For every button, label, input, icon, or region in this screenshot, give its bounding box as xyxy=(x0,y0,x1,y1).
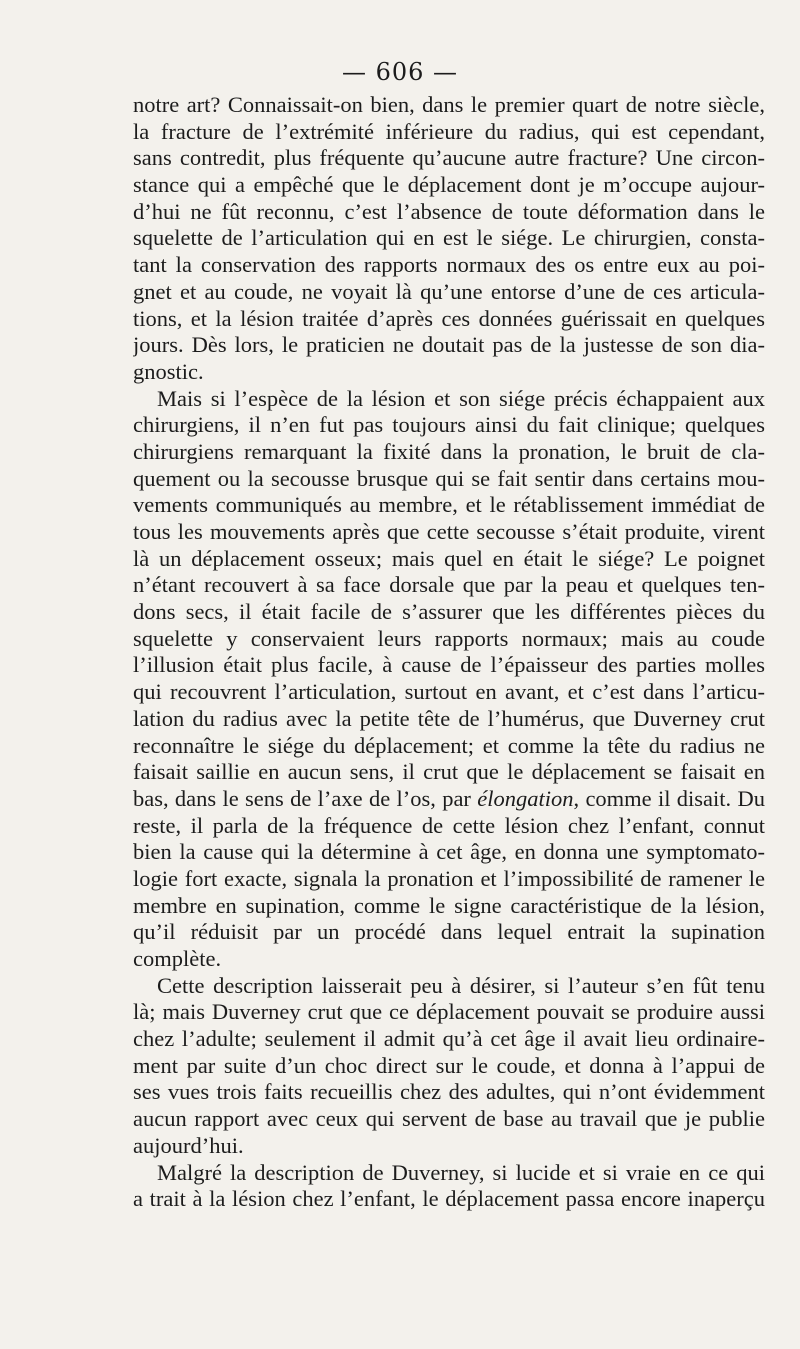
text-line: a trait à la lésion chez l’enfant, le déplacement passa encore inaperçu xyxy=(133,1186,765,1212)
paragraph xyxy=(133,92,765,386)
text-line: gnet et au coude, ne voyait là qu’une entorse d’une de ces articula- xyxy=(133,278,765,304)
paragraph xyxy=(133,386,765,973)
text-line: là un déplacement osseux; mais quel en était le siége? Le poignet xyxy=(133,545,765,571)
text-line: l’illusion était plus facile, à cause de l’épaisseur des parties molles xyxy=(133,652,765,678)
text-line: Malgré la description de Duverney, si lucide et si vraie en ce qui xyxy=(157,1159,765,1185)
text-line: n’étant recouvert à sa face dorsale que par la peau et quelques ten- xyxy=(133,572,765,598)
text-line: Mais si l’espèce de la lésion et son siége précis échappaient aux xyxy=(157,385,765,411)
text-line: membre en supination, comme le signe caractéristique de la lésion, xyxy=(133,892,765,918)
text-line: ment par suite d’un choc direct sur le coude, et donna à l’appui de xyxy=(133,1052,765,1078)
text-line: sans contredit, plus fréquente qu’aucune autre fracture? Une circon- xyxy=(133,145,765,171)
text-line: ses vues trois faits recueillis chez des adultes, qui n’ont évidemment xyxy=(133,1079,765,1105)
text-line: bas, dans le sens de l’axe de l’os, par élongation, comme il disait. Du xyxy=(133,785,765,811)
text-line: chirurgiens remarquant la fixité dans la pronation, le bruit de cla- xyxy=(133,438,765,464)
text-line: Cette description laisserait peu à désirer, si l’auteur s’en fût tenu xyxy=(157,972,765,998)
text-line: là; mais Duverney crut que ce déplacement pouvait se produire aussi xyxy=(133,999,765,1025)
text-line: jours. Dès lors, le praticien ne doutait pas de la justesse de son dia- xyxy=(133,332,765,358)
text-line: gnostic. xyxy=(133,358,204,384)
text-line: lation du radius avec la petite tête de l’humérus, que Duverney crut xyxy=(133,705,765,731)
text-line: tions, et la lésion traitée d’après ces données guérissait en quelques xyxy=(133,305,765,331)
italic-term: élongation xyxy=(477,785,574,811)
text-line: squelette y conservaient leurs rapports normaux; mais au coude xyxy=(133,625,765,651)
text-line: faisait saillie en aucun sens, il crut que le déplacement se faisait en xyxy=(133,759,765,785)
text-line: quement ou la secousse brusque qui se fait sentir dans certains mou- xyxy=(133,465,765,491)
text-line: notre art? Connaissait-on bien, dans le premier quart de notre siècle, xyxy=(133,92,765,117)
text-line: la fracture de l’extrémité inférieure du radius, qui est cependant, xyxy=(133,118,765,144)
text-line: dons secs, il était facile de s’assurer que les différentes pièces du xyxy=(133,599,765,625)
text-line: vements communiqués au membre, et le rétablissement immédiat de xyxy=(133,492,765,518)
text-line: tous les mouvements après que cette secousse s’était produite, virent xyxy=(133,519,765,544)
text-line: squelette de l’articulation qui en est le siége. Le chirurgien, consta- xyxy=(133,225,765,251)
page-number: — 606 — xyxy=(341,58,459,86)
text-line: logie fort exacte, signala la pronation et l’impossibilité de ramener le xyxy=(133,865,765,891)
text-line: aucun rapport avec ceux qui servent de base au travail que je publie xyxy=(133,1106,765,1132)
paragraph xyxy=(133,1160,765,1213)
text-line: chez l’adulte; seulement il admit qu’à cet âge il avait lieu ordinaire- xyxy=(133,1026,765,1052)
text-line: chirurgiens, il n’en fut pas toujours ainsi du fait clinique; quelques xyxy=(133,412,765,438)
text-line: reconnaître le siége du déplacement; et comme la tête du radius ne xyxy=(133,732,765,758)
text-line: complète. xyxy=(133,946,222,971)
text-line: qui recouvrent l’articulation, surtout en avant, et c’est dans l’articu- xyxy=(133,679,765,705)
text-line: qu’il réduisit par un procédé dans lequel entrait la supination xyxy=(133,919,765,945)
text-line: bien la cause qui la détermine à cet âge, en donna une symptomato- xyxy=(133,839,765,865)
text-line: d’hui ne fût reconnu, c’est l’absence de toute déformation dans le xyxy=(133,198,765,224)
text-line: tant la conservation des rapports normaux des os entre eux au poi- xyxy=(133,252,765,278)
body-text xyxy=(133,92,765,1213)
text-line: stance qui a empêché que le déplacement dont je m’occupe aujour- xyxy=(133,172,765,198)
text-line: reste, il parla de la fréquence de cette lésion chez l’enfant, connut xyxy=(133,812,765,838)
paragraph xyxy=(133,973,765,1160)
text-line: aujourd’hui. xyxy=(133,1132,244,1158)
